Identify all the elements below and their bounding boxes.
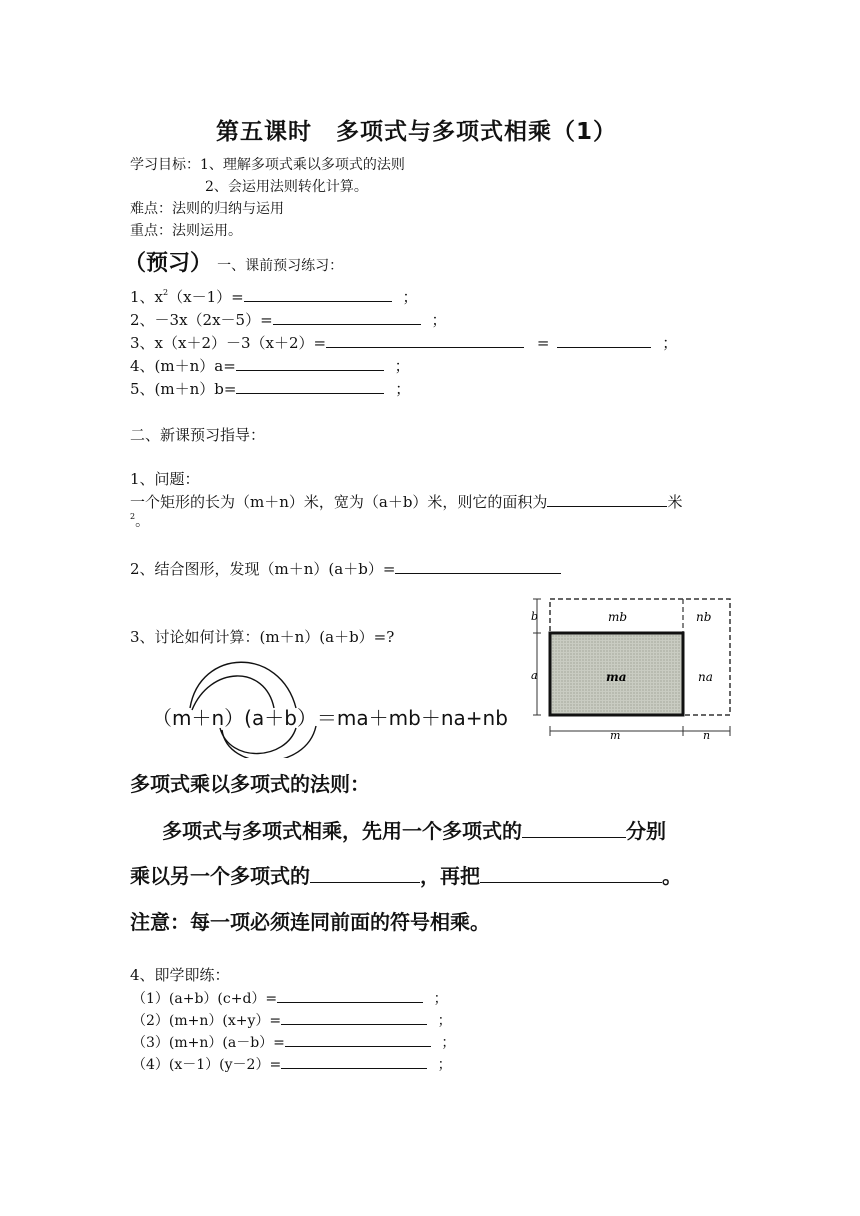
preview-q2: [130, 309, 446, 330]
rule-blank-3[interactable]: [480, 864, 662, 883]
preview-subheading: 一、课前预习练习：: [217, 258, 344, 274]
q1-suffix: （x－1）=: [168, 288, 244, 306]
label-m: m: [610, 729, 621, 741]
e3-text: （3）(m+n）(a－b）=: [132, 1035, 285, 1051]
area-answer-blank[interactable]: [547, 492, 667, 507]
area-diagram: [528, 593, 734, 741]
q4-text: 4、(m＋n）a=: [130, 357, 236, 375]
difficulty: 难点：法则的归纳与运用: [130, 201, 284, 217]
rule-line-2-mid: ，再把: [420, 864, 480, 888]
e2-end: ；: [437, 1013, 452, 1029]
e2-answer-blank[interactable]: [281, 1010, 427, 1025]
problem-text: [130, 491, 682, 512]
e4-text: （4）(x－1）(y－2）=: [132, 1057, 282, 1073]
label-b: b: [531, 610, 539, 623]
practice-e2: [132, 1010, 452, 1030]
e3-answer-blank[interactable]: [285, 1032, 431, 1047]
label-ma: ma: [606, 670, 627, 684]
label-na: na: [698, 670, 713, 684]
q5-text: 5、(m＋n）b=: [130, 380, 237, 398]
discover-text: 2、结合图形，发现（m＋n）(a＋b）=: [130, 560, 396, 578]
area-unit-exponent-line: [130, 511, 149, 531]
e1-end: ；: [433, 991, 448, 1007]
rule-blank-2[interactable]: [310, 864, 420, 883]
area-end-mark: 。: [135, 514, 150, 530]
rule-heading: 多项式乘以多项式的法则：: [130, 772, 370, 796]
preview-heading: （预习）: [124, 251, 213, 276]
q2-end: ；: [431, 311, 447, 329]
e3-end: ；: [441, 1035, 456, 1051]
area-unit-exponent: 2: [130, 512, 136, 521]
q2-answer-blank[interactable]: [273, 310, 421, 325]
q3-text: 3、x（x＋2）－3（x＋2）=: [130, 334, 327, 352]
q2-text: 2、－3x（2x－5）=: [130, 311, 273, 329]
q5-answer-blank[interactable]: [236, 379, 384, 394]
e4-end: ；: [437, 1057, 452, 1073]
q1-answer-blank[interactable]: [244, 287, 392, 302]
problem-statement: 一个矩形的长为（m＋n）米，宽为（a＋b）米，则它的面积为: [130, 493, 548, 511]
preview-q5: [130, 378, 410, 399]
q3-answer-blank-1[interactable]: [326, 333, 524, 348]
rule-line-1-end: 分别: [626, 819, 666, 843]
preview-heading-row: [124, 246, 343, 277]
q1-end: ；: [402, 288, 418, 306]
label-a: a: [531, 669, 538, 682]
discover-answer-blank[interactable]: [395, 559, 561, 574]
rule-blank-1[interactable]: [522, 819, 626, 838]
expansion-formula: （m＋n）(a＋b）＝ma＋mb＋na+nb: [152, 706, 508, 730]
practice-heading: 4、即学即练：: [130, 966, 230, 984]
label-nb: nb: [696, 610, 712, 624]
q3-answer-blank-2[interactable]: [557, 333, 651, 348]
rule-line-1: [162, 815, 666, 844]
rule-line-2: [130, 860, 682, 889]
area-unit: 米: [667, 493, 683, 511]
q3-equals: =: [536, 334, 550, 352]
new-lesson-heading: 二、新课预习指导：: [130, 426, 266, 444]
q4-answer-blank[interactable]: [236, 356, 384, 371]
key-point: 重点：法则运用。: [130, 223, 242, 239]
rule-line-2-text: 乘以另一个多项式的: [130, 864, 310, 888]
arc-bottom-inner: [220, 728, 296, 754]
e1-answer-blank[interactable]: [277, 988, 423, 1003]
problem-label: 1、问题：: [130, 470, 200, 488]
rule-note: 注意：每一项必须连同前面的符号相乘。: [130, 910, 490, 934]
q4-end: ；: [394, 357, 410, 375]
e4-answer-blank[interactable]: [281, 1054, 427, 1069]
rule-line-1-text: 多项式与多项式相乘，先用一个多项式的: [162, 819, 522, 843]
q3-end: ；: [662, 334, 678, 352]
practice-e1: [132, 988, 448, 1008]
preview-q4: [130, 355, 410, 376]
objectives-label: 学习目标：: [130, 157, 200, 173]
q1-prefix: 1、x: [130, 288, 164, 306]
q5-end: ；: [395, 380, 411, 398]
discover-line: [130, 558, 561, 579]
e2-text: （2）(m+n）(x+y）=: [132, 1013, 282, 1029]
objectives-line-1: [130, 154, 405, 174]
discuss-line: 3、讨论如何计算：(m＋n）(a＋b）=?: [130, 628, 395, 646]
preview-q1: [130, 286, 417, 307]
q1-exponent: 2: [163, 288, 169, 297]
label-n: n: [703, 729, 711, 741]
rule-line-2-end: 。: [662, 864, 682, 888]
e1-text: （1）(a+b）(c+d）=: [132, 991, 278, 1007]
objective-2: 2、会运用法则转化计算。: [205, 179, 368, 195]
page-title: 第五课时 多项式与多项式相乘（1）: [216, 119, 618, 145]
objective-1: 1、理解多项式乘以多项式的法则: [200, 157, 405, 173]
preview-q3: [130, 332, 677, 353]
practice-e3: [132, 1032, 455, 1052]
practice-e4: [132, 1054, 452, 1074]
label-mb: mb: [608, 610, 628, 624]
